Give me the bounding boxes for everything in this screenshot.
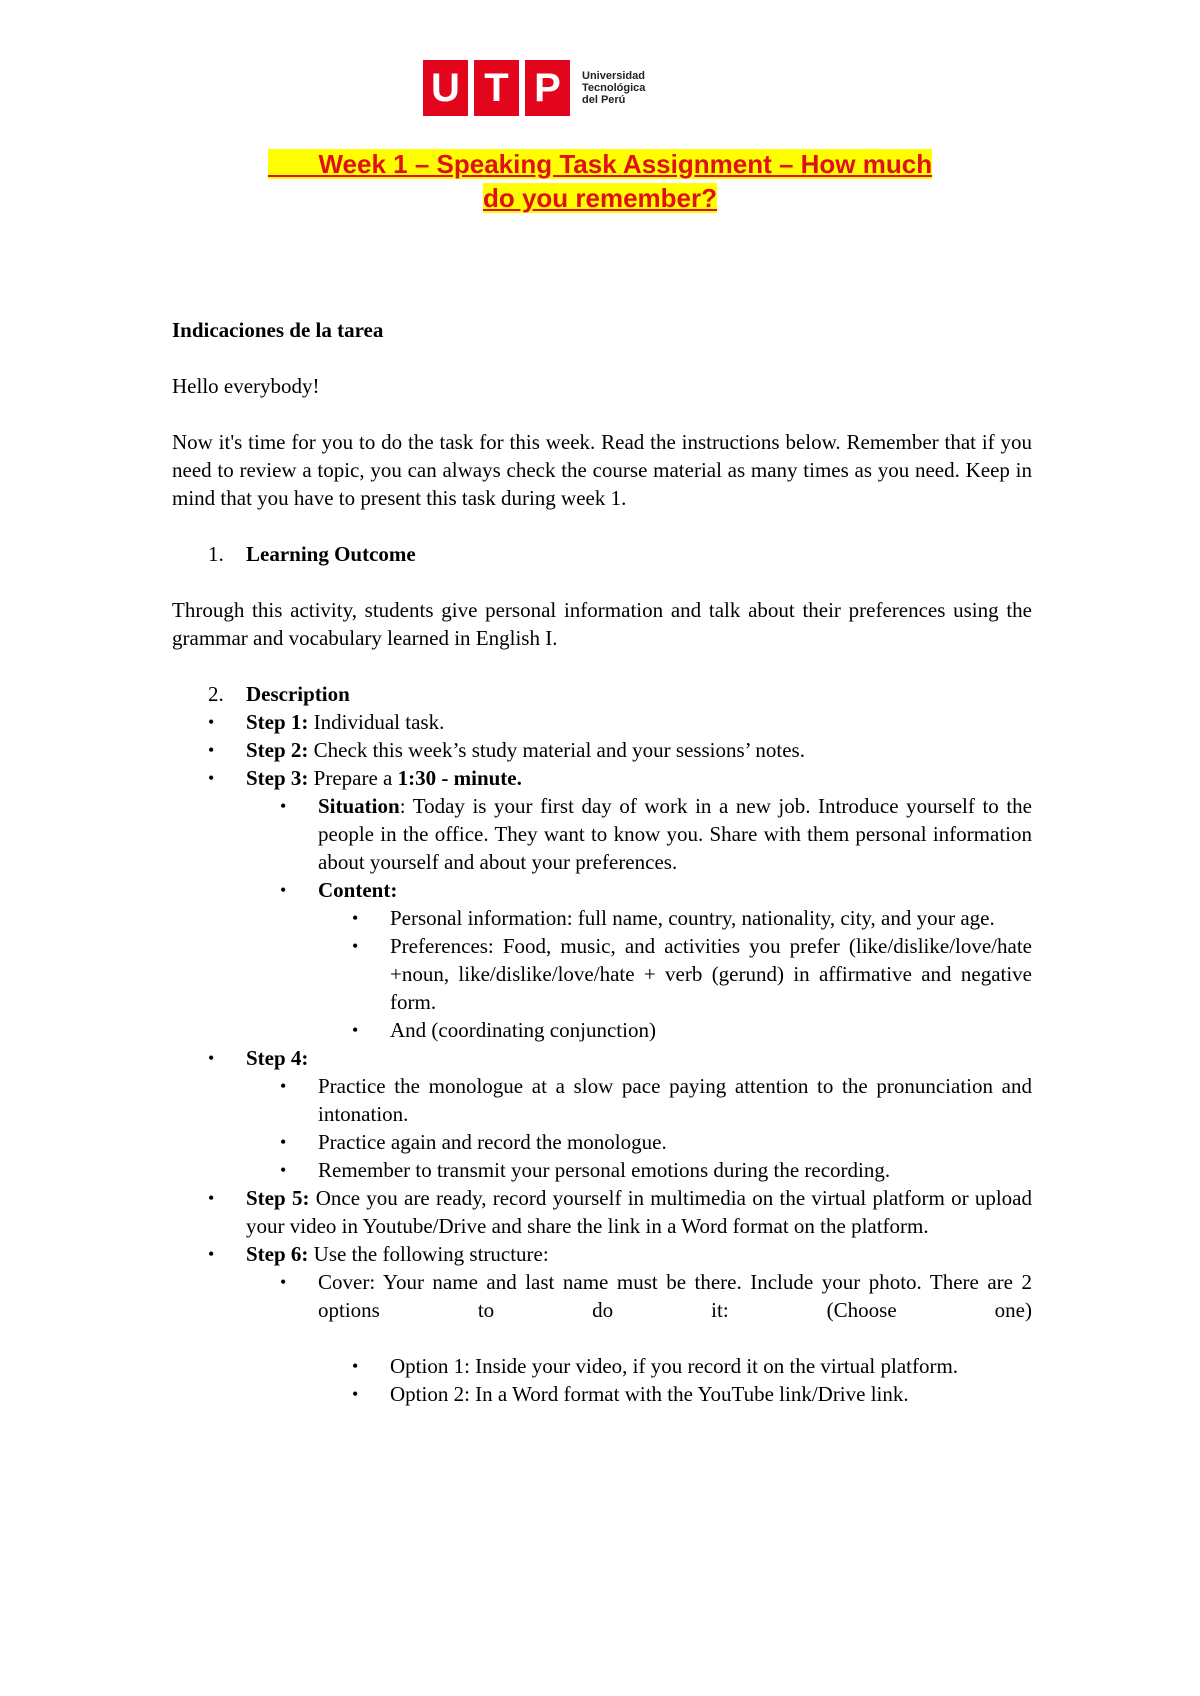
- content-detail: • And (coordinating conjunction): [352, 1018, 656, 1042]
- logo-name-line: del Perú: [582, 94, 626, 106]
- step-6: • Step 6: Use the following structure:: [208, 1242, 549, 1266]
- step-4-item: • Practice again and record the monologue.: [280, 1130, 667, 1154]
- logo-letter-u: U: [423, 60, 468, 116]
- content-item: • Content:: [280, 878, 398, 902]
- list-number: 2.: [208, 682, 224, 706]
- section-heading: Indicaciones de la tarea: [172, 318, 384, 342]
- heading-text: Learning Outcome: [246, 542, 416, 566]
- step-1: • Step 1: Individual task.: [208, 710, 445, 734]
- document-title: [0, 147, 1200, 215]
- document-body: [172, 316, 1032, 1408]
- list-number: 1.: [208, 542, 224, 566]
- greeting: Hello everybody!: [172, 374, 320, 398]
- heading-text: Description: [246, 682, 350, 706]
- learning-outcome-heading: [172, 540, 1032, 568]
- title-line-2: do you remember?: [482, 183, 718, 213]
- description-heading: [172, 680, 1032, 708]
- steps-list: [172, 708, 1032, 792]
- step-4: • Step 4:: [208, 1046, 309, 1070]
- step-4-sublist: [172, 1072, 1032, 1184]
- logo-letter-t: T: [474, 60, 519, 116]
- option-item: • Option 2: In a Word format with the YouTube link/Drive link.: [352, 1382, 909, 1406]
- step-5: • Step 5: Once you are ready, record yourself in multimedia on the virtual platform or upload your video in Youtube/Drive and share the link in a Word format on the platform.: [208, 1186, 1032, 1238]
- logo-university-name: [582, 70, 645, 106]
- step-4-item: • Practice the monologue at a slow pace paying attention to the pronunciation and intonation.: [280, 1074, 1032, 1126]
- steps-list-continued: [172, 1184, 1032, 1268]
- content-detail: • Personal information: full name, country, nationality, city, and your age.: [352, 906, 995, 930]
- learning-outcome-text: Through this activity, students give personal information and talk about their preferences using the grammar and vocabulary learned in English I.: [172, 598, 1032, 650]
- content-detail: • Preferences: Food, music, and activities you prefer (like/dislike/love/hate +noun, like/dislike/love/hate + verb (gerund) in affirmative and negative form.: [352, 934, 1032, 1014]
- option-item: • Option 1: Inside your video, if you record it on the virtual platform.: [352, 1354, 959, 1378]
- logo-letter-p: P: [525, 60, 570, 116]
- situation-item: • Situation: Today is your first day of work in a new job. Introduce yourself to the people in the office. They want to know you. Share with them personal information about yourself and about your preferences.: [280, 794, 1032, 874]
- cover-item: • Cover: Your name and last name must be there. Include your photo. There are 2 options to do it: (Choose one): [280, 1270, 1032, 1322]
- title-line-1: Week 1 – Speaking Task Assignment – How much: [268, 149, 932, 179]
- content-sublist: [172, 904, 1032, 1044]
- options-sublist: [172, 1352, 1032, 1408]
- logo-mark: [423, 60, 570, 116]
- logo-name-line: Tecnológica: [582, 82, 646, 94]
- step-6-sublist: [172, 1268, 1032, 1324]
- logo-name-line: Universidad: [582, 70, 645, 82]
- steps-list-continued: [172, 1044, 1032, 1072]
- step-4-item: • Remember to transmit your personal emotions during the recording.: [280, 1158, 891, 1182]
- step-3-sublist: [172, 792, 1032, 904]
- utp-logo: [423, 60, 645, 116]
- step-2: • Step 2: Check this week’s study material and your sessions’ notes.: [208, 738, 805, 762]
- intro-paragraph: Now it's time for you to do the task for this week. Read the instructions below. Remember that if you need to review a topic, you can always check the course material as many times as you need. Keep in mind that you have to present this task during week 1.: [172, 430, 1032, 510]
- step-3: • Step 3: Prepare a 1:30 - minute.: [208, 766, 522, 790]
